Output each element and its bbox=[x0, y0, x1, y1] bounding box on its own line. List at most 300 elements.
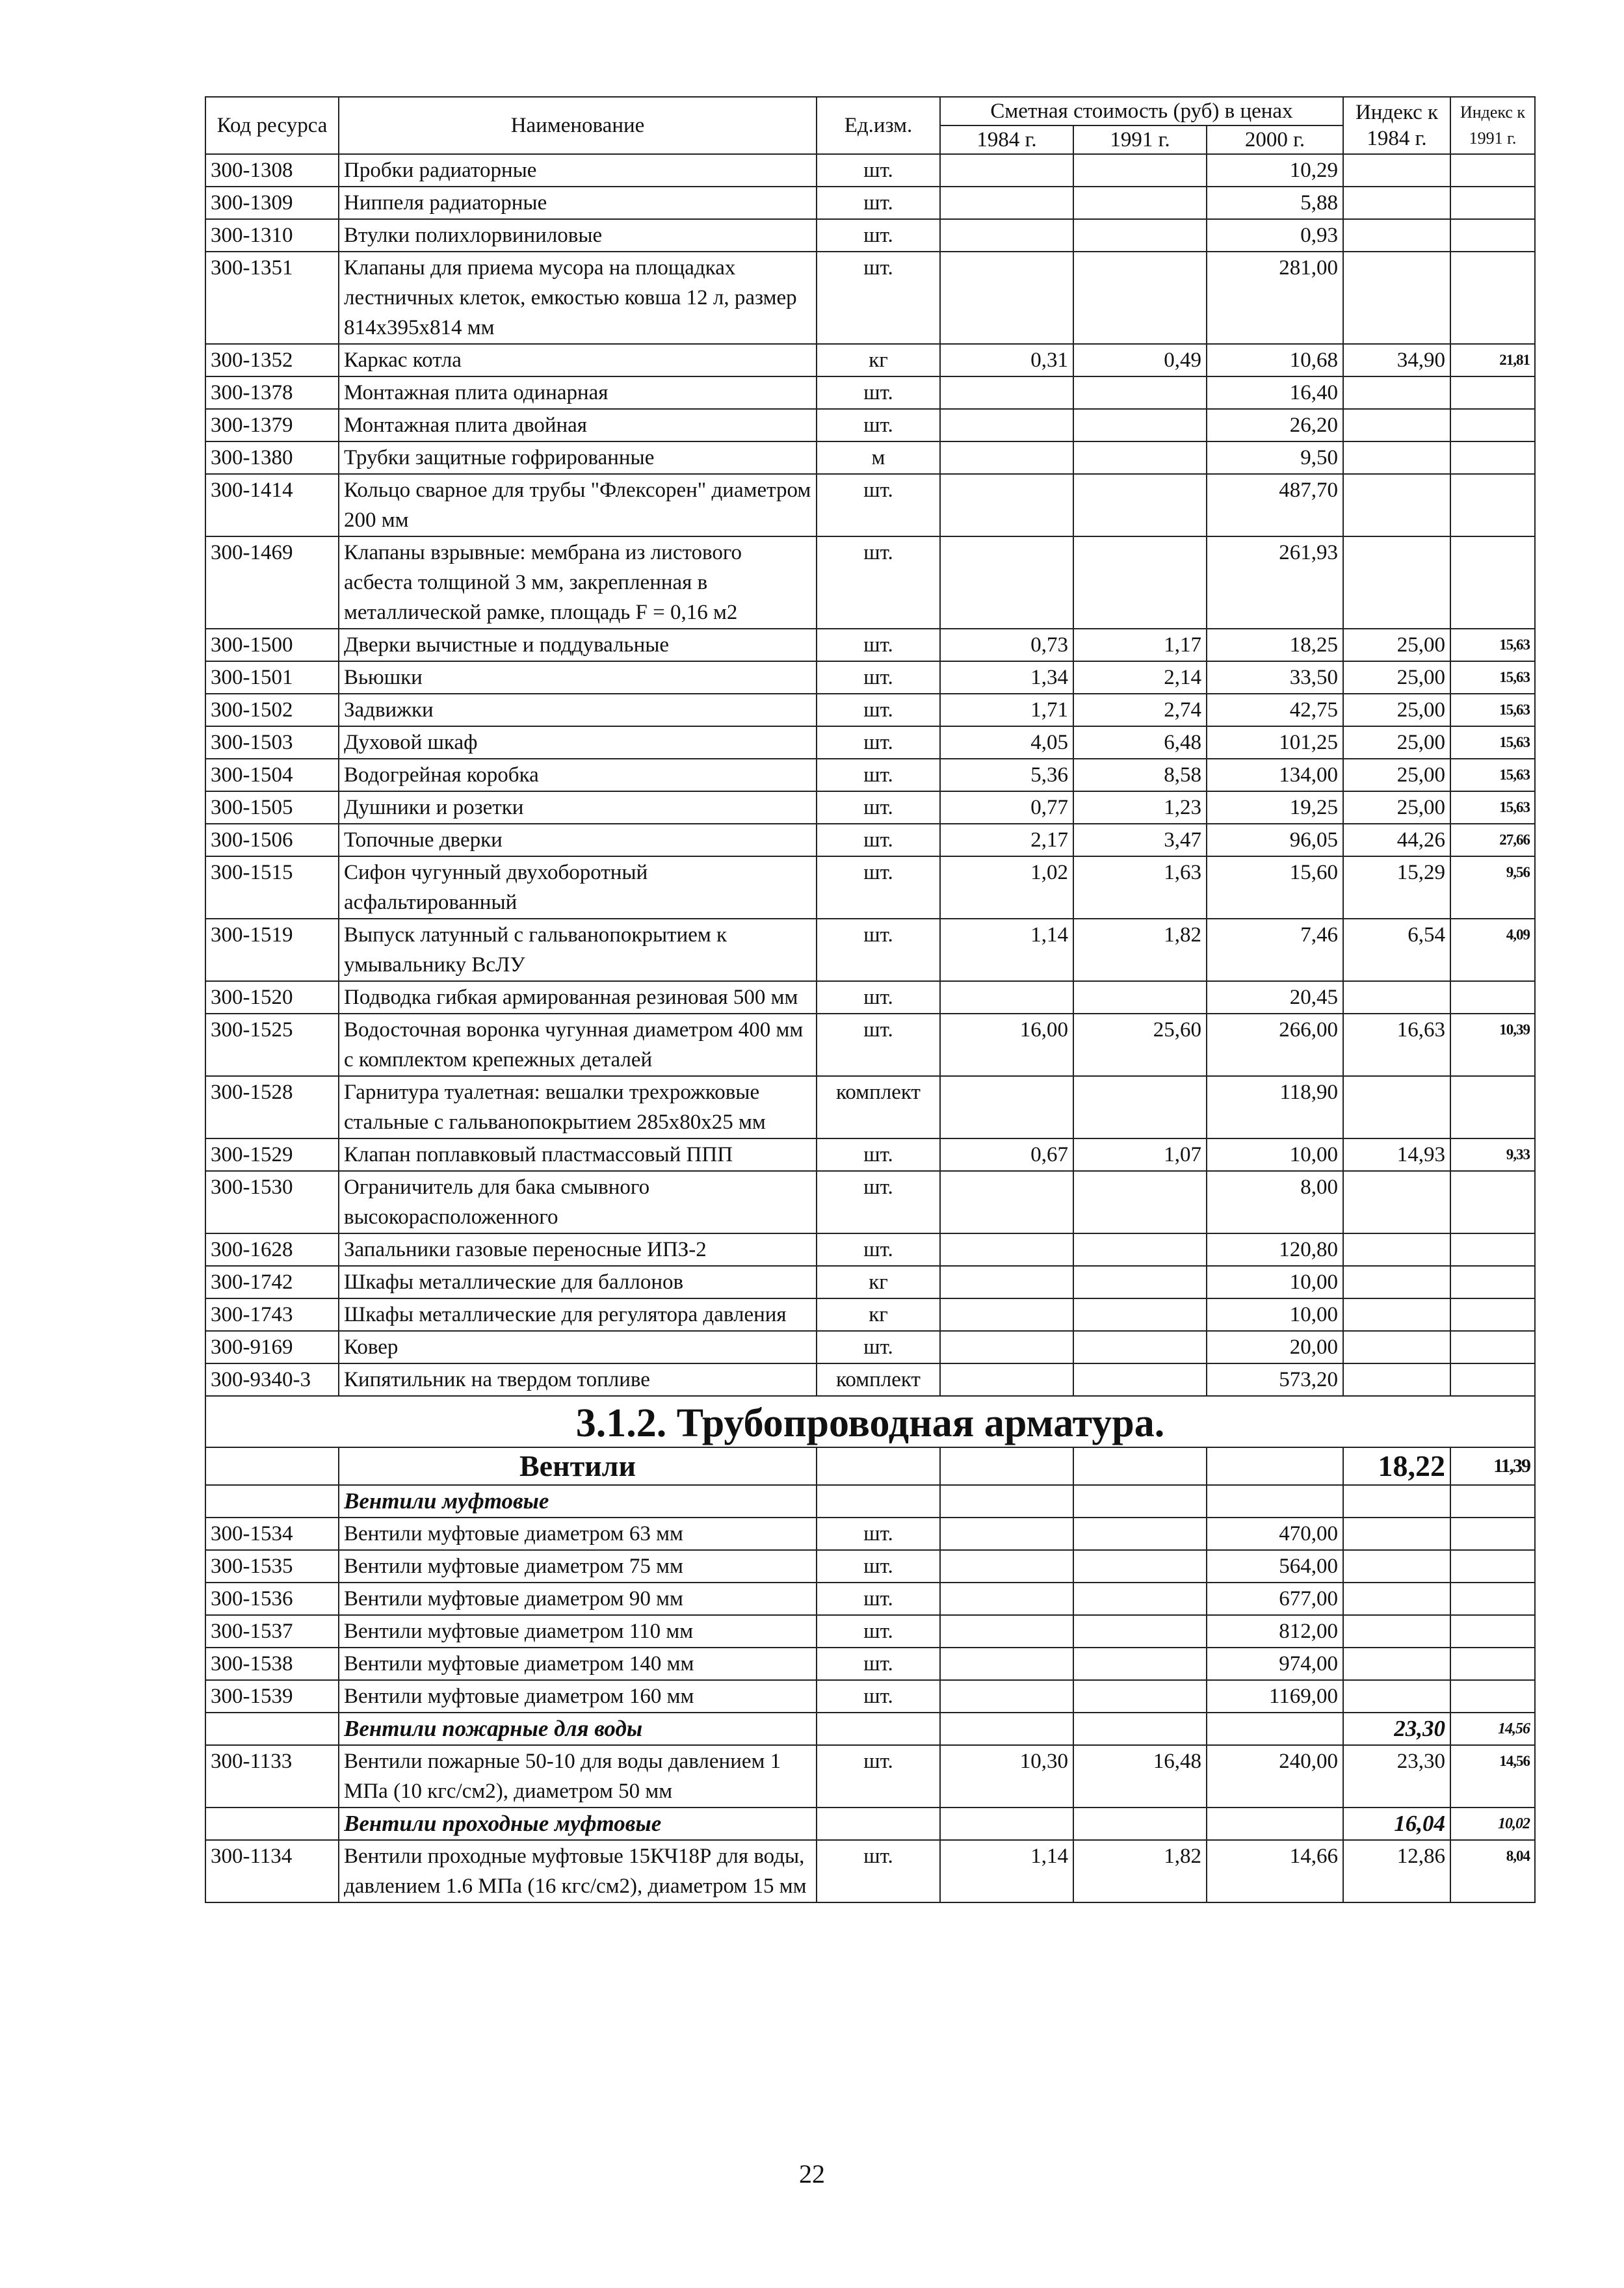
price-1984 bbox=[940, 1233, 1073, 1266]
header-index-1984: Индекс к 1984 г. bbox=[1343, 97, 1450, 154]
price-2000: 10,00 bbox=[1207, 1298, 1343, 1331]
price-1984 bbox=[940, 219, 1073, 252]
table-header-row-1 bbox=[205, 97, 1535, 125]
price-1984 bbox=[940, 536, 1073, 629]
table-row bbox=[205, 187, 1535, 219]
section-title: 3.1.2. Трубопроводная арматура. bbox=[205, 1396, 1535, 1447]
price-2000: 7,46 bbox=[1207, 919, 1343, 981]
unit: шт. bbox=[817, 1583, 940, 1615]
resource-name: Ковер bbox=[339, 1331, 817, 1363]
price-1984 bbox=[940, 1550, 1073, 1583]
price-1991: 8,58 bbox=[1073, 759, 1207, 791]
index-1991: 15,63 bbox=[1450, 791, 1535, 824]
price-1991 bbox=[1073, 474, 1207, 536]
empty-cell bbox=[940, 1485, 1073, 1518]
unit: шт. bbox=[817, 1171, 940, 1233]
index-1984 bbox=[1343, 252, 1450, 344]
table-row bbox=[205, 1171, 1535, 1233]
resource-code: 300-1537 bbox=[205, 1615, 339, 1648]
subgroup-row bbox=[205, 1713, 1535, 1745]
header-year-1991: 1991 г. bbox=[1073, 125, 1207, 154]
index-1984 bbox=[1343, 1648, 1450, 1680]
price-1991 bbox=[1073, 1266, 1207, 1298]
price-1991 bbox=[1073, 1550, 1207, 1583]
index-1991 bbox=[1450, 376, 1535, 409]
group-row bbox=[205, 1447, 1535, 1485]
empty-cell bbox=[1207, 1808, 1343, 1840]
unit: шт. bbox=[817, 694, 940, 726]
resource-code: 300-1530 bbox=[205, 1171, 339, 1233]
empty-cell bbox=[1073, 1713, 1207, 1745]
subgroup-title: Вентили пожарные для воды bbox=[339, 1713, 817, 1745]
index-1991: 15,63 bbox=[1450, 726, 1535, 759]
price-1991 bbox=[1073, 1615, 1207, 1648]
index-1984 bbox=[1343, 1298, 1450, 1331]
index-1991 bbox=[1450, 441, 1535, 474]
index-1984: 25,00 bbox=[1343, 726, 1450, 759]
unit: шт. bbox=[817, 1331, 940, 1363]
resource-code: 300-1502 bbox=[205, 694, 339, 726]
price-2000: 564,00 bbox=[1207, 1550, 1343, 1583]
price-1984 bbox=[940, 441, 1073, 474]
price-1984: 10,30 bbox=[940, 1745, 1073, 1808]
subgroup-index-1984 bbox=[1343, 1485, 1450, 1518]
price-1984 bbox=[940, 1680, 1073, 1713]
subgroup-title: Вентили проходные муфтовые bbox=[339, 1808, 817, 1840]
index-1984 bbox=[1343, 536, 1450, 629]
price-1991 bbox=[1073, 441, 1207, 474]
resource-code: 300-1500 bbox=[205, 629, 339, 661]
table-row bbox=[205, 1840, 1535, 1902]
unit: шт. bbox=[817, 661, 940, 694]
price-1991 bbox=[1073, 1363, 1207, 1396]
resource-code: 300-1742 bbox=[205, 1266, 339, 1298]
resource-code: 300-1504 bbox=[205, 759, 339, 791]
resource-name: Втулки полихлорвиниловые bbox=[339, 219, 817, 252]
resource-code: 300-1743 bbox=[205, 1298, 339, 1331]
resource-name: Каркас котла bbox=[339, 344, 817, 376]
price-1984 bbox=[940, 1331, 1073, 1363]
unit: шт. bbox=[817, 474, 940, 536]
price-2000: 812,00 bbox=[1207, 1615, 1343, 1648]
header-year-1984: 1984 г. bbox=[940, 125, 1073, 154]
resource-code: 300-1529 bbox=[205, 1138, 339, 1171]
resource-price-table bbox=[205, 96, 1536, 1903]
index-1984 bbox=[1343, 981, 1450, 1014]
resource-name: Топочные дверки bbox=[339, 824, 817, 856]
unit: комплект bbox=[817, 1363, 940, 1396]
price-1984 bbox=[940, 1298, 1073, 1331]
price-1991 bbox=[1073, 981, 1207, 1014]
resource-name: Кольцо сварное для трубы "Флексорен" диаметром 200 мм bbox=[339, 474, 817, 536]
unit: шт. bbox=[817, 759, 940, 791]
resource-name: Пробки радиаторные bbox=[339, 154, 817, 187]
index-1991 bbox=[1450, 1076, 1535, 1138]
table-body bbox=[205, 97, 1535, 1902]
unit: шт. bbox=[817, 376, 940, 409]
index-1991 bbox=[1450, 252, 1535, 344]
resource-code: 300-1538 bbox=[205, 1648, 339, 1680]
table-row bbox=[205, 759, 1535, 791]
table-row bbox=[205, 856, 1535, 919]
price-1991 bbox=[1073, 154, 1207, 187]
index-1991 bbox=[1450, 409, 1535, 441]
price-1991: 1,82 bbox=[1073, 1840, 1207, 1902]
index-1984 bbox=[1343, 409, 1450, 441]
table-row bbox=[205, 1014, 1535, 1076]
resource-name: Вентили муфтовые диаметром 110 мм bbox=[339, 1615, 817, 1648]
unit: шт. bbox=[817, 252, 940, 344]
price-1991 bbox=[1073, 409, 1207, 441]
resource-name: Задвижки bbox=[339, 694, 817, 726]
unit: шт. bbox=[817, 919, 940, 981]
unit: шт. bbox=[817, 219, 940, 252]
price-2000: 5,88 bbox=[1207, 187, 1343, 219]
resource-code: 300-1515 bbox=[205, 856, 339, 919]
price-2000: 19,25 bbox=[1207, 791, 1343, 824]
subgroup-row bbox=[205, 1485, 1535, 1518]
table-row bbox=[205, 1680, 1535, 1713]
index-1991: 8,04 bbox=[1450, 1840, 1535, 1902]
price-1991: 1,07 bbox=[1073, 1138, 1207, 1171]
price-2000: 96,05 bbox=[1207, 824, 1343, 856]
resource-code: 300-1628 bbox=[205, 1233, 339, 1266]
index-1991: 21,81 bbox=[1450, 344, 1535, 376]
resource-name: Вентили муфтовые диаметром 90 мм bbox=[339, 1583, 817, 1615]
price-2000: 118,90 bbox=[1207, 1076, 1343, 1138]
resource-name: Шкафы металлические для баллонов bbox=[339, 1266, 817, 1298]
table-row bbox=[205, 981, 1535, 1014]
resource-name: Монтажная плита двойная bbox=[339, 409, 817, 441]
index-1991 bbox=[1450, 1680, 1535, 1713]
table-row bbox=[205, 1550, 1535, 1583]
index-1991 bbox=[1450, 1298, 1535, 1331]
price-2000: 8,00 bbox=[1207, 1171, 1343, 1233]
resource-name: Вентили муфтовые диаметром 75 мм bbox=[339, 1550, 817, 1583]
price-2000: 1169,00 bbox=[1207, 1680, 1343, 1713]
index-1984 bbox=[1343, 441, 1450, 474]
price-1991 bbox=[1073, 1680, 1207, 1713]
unit: кг bbox=[817, 344, 940, 376]
unit: кг bbox=[817, 1266, 940, 1298]
index-1991 bbox=[1450, 536, 1535, 629]
table-row bbox=[205, 919, 1535, 981]
index-1991 bbox=[1450, 1233, 1535, 1266]
resource-code: 300-1414 bbox=[205, 474, 339, 536]
table-row bbox=[205, 1583, 1535, 1615]
index-1991: 15,63 bbox=[1450, 629, 1535, 661]
table-row bbox=[205, 1363, 1535, 1396]
header-name: Наименование bbox=[339, 97, 817, 154]
price-1984: 1,14 bbox=[940, 1840, 1073, 1902]
resource-name: Вентили муфтовые диаметром 63 мм bbox=[339, 1518, 817, 1550]
resource-name: Клапан поплавковый пластмассовый ППП bbox=[339, 1138, 817, 1171]
unit: комплект bbox=[817, 1076, 940, 1138]
unit: шт. bbox=[817, 981, 940, 1014]
index-1984: 34,90 bbox=[1343, 344, 1450, 376]
table-row bbox=[205, 1745, 1535, 1808]
price-1984 bbox=[940, 1615, 1073, 1648]
index-1991 bbox=[1450, 474, 1535, 536]
table-row bbox=[205, 536, 1535, 629]
price-2000: 677,00 bbox=[1207, 1583, 1343, 1615]
price-1991: 2,74 bbox=[1073, 694, 1207, 726]
index-1984: 14,93 bbox=[1343, 1138, 1450, 1171]
resource-code: 300-1308 bbox=[205, 154, 339, 187]
subgroup-index-1991: 10,02 bbox=[1450, 1808, 1535, 1840]
empty-cell bbox=[940, 1713, 1073, 1745]
header-year-2000: 2000 г. bbox=[1207, 125, 1343, 154]
table-row bbox=[205, 791, 1535, 824]
table-row bbox=[205, 1076, 1535, 1138]
price-1991: 1,82 bbox=[1073, 919, 1207, 981]
unit: шт. bbox=[817, 154, 940, 187]
header-cost-group: Сметная стоимость (руб) в ценах bbox=[940, 97, 1343, 125]
empty-cell bbox=[205, 1713, 339, 1745]
index-1991: 15,63 bbox=[1450, 759, 1535, 791]
table-row bbox=[205, 409, 1535, 441]
price-1991: 1,63 bbox=[1073, 856, 1207, 919]
price-1991 bbox=[1073, 219, 1207, 252]
resource-name: Кипятильник на твердом топливе bbox=[339, 1363, 817, 1396]
index-1984: 23,30 bbox=[1343, 1745, 1450, 1808]
table-row bbox=[205, 1648, 1535, 1680]
resource-code: 300-1505 bbox=[205, 791, 339, 824]
resource-name: Вентили муфтовые диаметром 160 мм bbox=[339, 1680, 817, 1713]
price-1984: 1,02 bbox=[940, 856, 1073, 919]
price-1991 bbox=[1073, 1233, 1207, 1266]
price-2000: 16,40 bbox=[1207, 376, 1343, 409]
index-1984 bbox=[1343, 474, 1450, 536]
table-row bbox=[205, 824, 1535, 856]
section-title-row bbox=[205, 1396, 1535, 1447]
price-1984 bbox=[940, 981, 1073, 1014]
price-1991 bbox=[1073, 1583, 1207, 1615]
resource-name: Шкафы металлические для регулятора давления bbox=[339, 1298, 817, 1331]
table-row bbox=[205, 1266, 1535, 1298]
unit: шт. bbox=[817, 1615, 940, 1648]
table-row bbox=[205, 1615, 1535, 1648]
unit: м bbox=[817, 441, 940, 474]
price-2000: 101,25 bbox=[1207, 726, 1343, 759]
unit: шт. bbox=[817, 409, 940, 441]
index-1991 bbox=[1450, 1266, 1535, 1298]
price-table-page bbox=[205, 96, 1534, 1903]
price-1991 bbox=[1073, 1518, 1207, 1550]
resource-code: 300-1520 bbox=[205, 981, 339, 1014]
price-2000: 573,20 bbox=[1207, 1363, 1343, 1396]
resource-name: Водогрейная коробка bbox=[339, 759, 817, 791]
table-row bbox=[205, 441, 1535, 474]
resource-name: Вентили проходные муфтовые 15КЧ18Р для воды, давлением 1.6 МПа (16 кгс/см2), диаметром 15 мм bbox=[339, 1840, 817, 1902]
resource-code: 300-9169 bbox=[205, 1331, 339, 1363]
empty-cell bbox=[1073, 1808, 1207, 1840]
price-2000: 18,25 bbox=[1207, 629, 1343, 661]
index-1984 bbox=[1343, 219, 1450, 252]
price-1984 bbox=[940, 1583, 1073, 1615]
index-1984 bbox=[1343, 1680, 1450, 1713]
resource-name: Выпуск латунный с гальванопокрытием к умывальнику ВсЛУ bbox=[339, 919, 817, 981]
index-1984 bbox=[1343, 1363, 1450, 1396]
index-1984: 25,00 bbox=[1343, 694, 1450, 726]
price-2000: 9,50 bbox=[1207, 441, 1343, 474]
index-1984: 16,63 bbox=[1343, 1014, 1450, 1076]
price-1984: 1,34 bbox=[940, 661, 1073, 694]
price-1991 bbox=[1073, 187, 1207, 219]
index-1991: 15,63 bbox=[1450, 661, 1535, 694]
price-1984: 4,05 bbox=[940, 726, 1073, 759]
price-2000: 26,20 bbox=[1207, 409, 1343, 441]
price-2000: 470,00 bbox=[1207, 1518, 1343, 1550]
index-1984 bbox=[1343, 376, 1450, 409]
price-2000: 20,45 bbox=[1207, 981, 1343, 1014]
index-1991: 4,09 bbox=[1450, 919, 1535, 981]
group-title: Вентили bbox=[339, 1447, 817, 1485]
unit: шт. bbox=[817, 1745, 940, 1808]
table-row bbox=[205, 694, 1535, 726]
resource-code: 300-1134 bbox=[205, 1840, 339, 1902]
resource-name: Трубки защитные гофрированные bbox=[339, 441, 817, 474]
resource-code: 300-1503 bbox=[205, 726, 339, 759]
resource-code: 300-1309 bbox=[205, 187, 339, 219]
resource-name: Вентили пожарные 50-10 для воды давлением 1 МПа (10 кгс/см2), диаметром 50 мм bbox=[339, 1745, 817, 1808]
index-1991 bbox=[1450, 1518, 1535, 1550]
unit: шт. bbox=[817, 726, 940, 759]
resource-code: 300-1528 bbox=[205, 1076, 339, 1138]
resource-name: Монтажная плита одинарная bbox=[339, 376, 817, 409]
price-2000: 33,50 bbox=[1207, 661, 1343, 694]
resource-code: 300-1352 bbox=[205, 344, 339, 376]
subgroup-index-1991: 14,56 bbox=[1450, 1713, 1535, 1745]
price-2000: 266,00 bbox=[1207, 1014, 1343, 1076]
table-row bbox=[205, 474, 1535, 536]
index-1991 bbox=[1450, 187, 1535, 219]
index-1991: 15,63 bbox=[1450, 694, 1535, 726]
price-2000: 240,00 bbox=[1207, 1745, 1343, 1808]
price-2000: 261,93 bbox=[1207, 536, 1343, 629]
index-1984: 12,86 bbox=[1343, 1840, 1450, 1902]
resource-name: Вентили муфтовые диаметром 140 мм bbox=[339, 1648, 817, 1680]
price-2000: 0,93 bbox=[1207, 219, 1343, 252]
table-row bbox=[205, 252, 1535, 344]
index-1991 bbox=[1450, 219, 1535, 252]
empty-cell bbox=[205, 1808, 339, 1840]
price-2000: 120,80 bbox=[1207, 1233, 1343, 1266]
price-1991: 6,48 bbox=[1073, 726, 1207, 759]
resource-code: 300-1506 bbox=[205, 824, 339, 856]
empty-cell bbox=[205, 1485, 339, 1518]
unit: шт. bbox=[817, 1648, 940, 1680]
resource-name: Ниппеля радиаторные bbox=[339, 187, 817, 219]
price-1984 bbox=[940, 187, 1073, 219]
price-1991: 1,17 bbox=[1073, 629, 1207, 661]
empty-cell bbox=[1073, 1485, 1207, 1518]
table-row bbox=[205, 1298, 1535, 1331]
price-1984: 16,00 bbox=[940, 1014, 1073, 1076]
group-index-1991: 11,39 bbox=[1450, 1447, 1535, 1485]
table-row bbox=[205, 344, 1535, 376]
price-1991 bbox=[1073, 1076, 1207, 1138]
unit: шт. bbox=[817, 1840, 940, 1902]
subgroup-index-1984: 23,30 bbox=[1343, 1713, 1450, 1745]
table-row bbox=[205, 661, 1535, 694]
unit: шт. bbox=[817, 824, 940, 856]
table-row bbox=[205, 154, 1535, 187]
resource-name: Дверки вычистные и поддувальные bbox=[339, 629, 817, 661]
index-1984 bbox=[1343, 187, 1450, 219]
price-2000: 10,00 bbox=[1207, 1138, 1343, 1171]
empty-cell bbox=[940, 1808, 1073, 1840]
index-1991 bbox=[1450, 154, 1535, 187]
subgroup-title: Вентили муфтовые bbox=[339, 1485, 817, 1518]
empty-cell bbox=[205, 1447, 339, 1485]
price-1984: 0,31 bbox=[940, 344, 1073, 376]
page-number: 22 bbox=[799, 2159, 825, 2189]
unit: шт. bbox=[817, 629, 940, 661]
price-1991 bbox=[1073, 1171, 1207, 1233]
price-1984 bbox=[940, 1171, 1073, 1233]
resource-name: Водосточная воронка чугунная диаметром 400 мм с комплектом крепежных деталей bbox=[339, 1014, 817, 1076]
index-1991: 9,56 bbox=[1450, 856, 1535, 919]
unit: шт. bbox=[817, 536, 940, 629]
unit: шт. bbox=[817, 1518, 940, 1550]
price-1984 bbox=[940, 1266, 1073, 1298]
resource-name: Запальники газовые переносные ИПЗ-2 bbox=[339, 1233, 817, 1266]
index-1991 bbox=[1450, 1171, 1535, 1233]
index-1984: 44,26 bbox=[1343, 824, 1450, 856]
resource-code: 300-1379 bbox=[205, 409, 339, 441]
resource-name: Клапаны взрывные: мембрана из листового асбеста толщиной 3 мм, закрепленная в металлической рамке, площадь F = 0,16 м2 bbox=[339, 536, 817, 629]
index-1991 bbox=[1450, 1648, 1535, 1680]
index-1984: 25,00 bbox=[1343, 629, 1450, 661]
resource-code: 300-1378 bbox=[205, 376, 339, 409]
price-1984 bbox=[940, 1076, 1073, 1138]
table-row bbox=[205, 1138, 1535, 1171]
index-1984 bbox=[1343, 154, 1450, 187]
table-row bbox=[205, 1331, 1535, 1363]
index-1984: 15,29 bbox=[1343, 856, 1450, 919]
empty-cell bbox=[1207, 1713, 1343, 1745]
resource-code: 300-1525 bbox=[205, 1014, 339, 1076]
price-1984: 1,14 bbox=[940, 919, 1073, 981]
price-1991 bbox=[1073, 1298, 1207, 1331]
empty-cell bbox=[817, 1485, 940, 1518]
price-1991: 16,48 bbox=[1073, 1745, 1207, 1808]
price-1991 bbox=[1073, 1331, 1207, 1363]
price-1991: 3,47 bbox=[1073, 824, 1207, 856]
price-1984: 5,36 bbox=[940, 759, 1073, 791]
price-2000: 10,00 bbox=[1207, 1266, 1343, 1298]
table-row bbox=[205, 376, 1535, 409]
price-2000: 20,00 bbox=[1207, 1331, 1343, 1363]
price-1984 bbox=[940, 474, 1073, 536]
resource-code: 300-1534 bbox=[205, 1518, 339, 1550]
resource-code: 300-1380 bbox=[205, 441, 339, 474]
resource-code: 300-1133 bbox=[205, 1745, 339, 1808]
index-1984 bbox=[1343, 1615, 1450, 1648]
price-1991 bbox=[1073, 376, 1207, 409]
resource-code: 300-1501 bbox=[205, 661, 339, 694]
price-1984 bbox=[940, 1648, 1073, 1680]
price-1991: 2,14 bbox=[1073, 661, 1207, 694]
price-2000: 42,75 bbox=[1207, 694, 1343, 726]
price-2000: 281,00 bbox=[1207, 252, 1343, 344]
table-row bbox=[205, 1233, 1535, 1266]
price-1984: 0,73 bbox=[940, 629, 1073, 661]
price-1984 bbox=[940, 154, 1073, 187]
price-2000: 15,60 bbox=[1207, 856, 1343, 919]
index-1984 bbox=[1343, 1171, 1450, 1233]
